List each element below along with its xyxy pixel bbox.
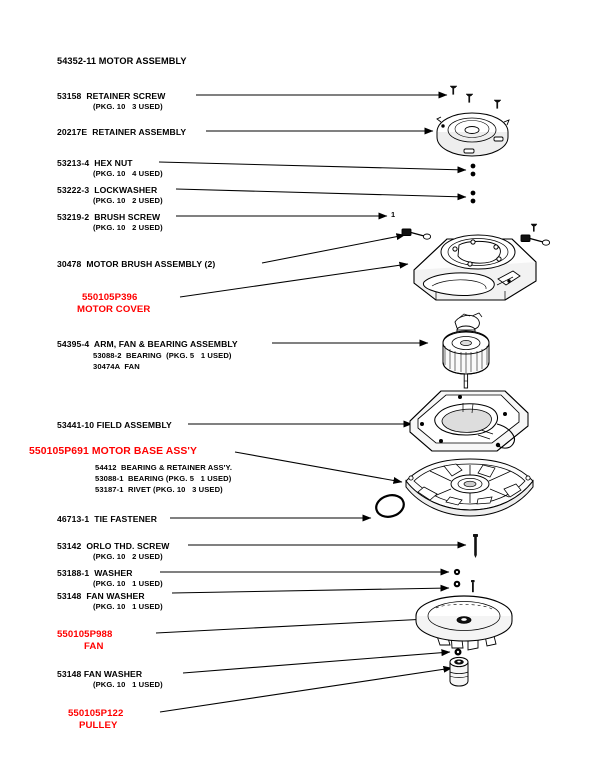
- part-label-pulley-number: 550105P122: [68, 708, 124, 719]
- part-sub-base-rivet: 53187-1 RIVET (PKG. 10 3 USED): [95, 485, 223, 494]
- part-label-motor-base: 550105P691 MOTOR BASE ASS'Y: [29, 446, 198, 457]
- part-sub-arm-bearing: 53088-2 BEARING (PKG. 5 1 USED): [93, 351, 232, 360]
- field-coil-assembly-icon: [410, 391, 528, 451]
- part-label-tie-fastener: 46713-1 TIE FASTENER: [57, 514, 158, 524]
- leader-pulley: [160, 668, 452, 712]
- part-qty-hex-nut: (PKG. 10 4 USED): [93, 169, 163, 178]
- fan-washer-icon: [454, 580, 475, 592]
- part-label-brush-screw: 53219-2 BRUSH SCREW: [57, 212, 161, 222]
- fan-washer-lower-icon: [455, 649, 462, 656]
- part-label-orlo-screw: 53142 ORLO THD. SCREW: [57, 541, 170, 551]
- part-label-retainer-screw: 53158 RETAINER SCREW: [57, 91, 166, 101]
- part-label-motor-brush-assembly: 30478 MOTOR BRUSH ASSEMBLY (2): [57, 259, 216, 269]
- part-label-fan-washer-lower: 53148 FAN WASHER: [57, 669, 143, 679]
- part-qty-fan-washer-upper: (PKG. 10 1 USED): [93, 602, 163, 611]
- three-retainer-screws-icon: [450, 86, 501, 109]
- part-qty-orlo-screw: (PKG. 10 2 USED): [93, 552, 163, 561]
- part-label-fan-washer-upper: 53148 FAN WASHER: [57, 591, 145, 601]
- orlo-thread-screw-icon: [473, 534, 478, 558]
- leader-lockwasher: [176, 189, 466, 197]
- callout-marker-brush-screw: 1: [391, 210, 396, 219]
- part-sub-base-bearing-retainer: 54412 BEARING & RETAINER ASS'Y.: [95, 463, 233, 472]
- part-qty-retainer-screw: (PKG. 10 3 USED): [93, 102, 163, 111]
- part-label-retainer-assembly: 20217E RETAINER ASSEMBLY: [57, 127, 187, 137]
- pulley-cylinder-icon: [450, 657, 468, 686]
- part-label-lockwasher: 53222-3 LOCKWASHER: [57, 185, 158, 195]
- part-qty-washer: (PKG. 10 1 USED): [93, 579, 163, 588]
- part-sub-arm-fan: 30474A FAN: [93, 362, 140, 371]
- part-label-field-assembly: 53441-10 FIELD ASSEMBLY: [57, 420, 172, 430]
- leader-motor-base: [235, 452, 402, 482]
- part-label-hex-nut: 53213-4 HEX NUT: [57, 158, 133, 168]
- retainer-assembly-disc-icon: [437, 113, 509, 156]
- part-qty-fan-washer-lower: (PKG. 10 1 USED): [93, 680, 163, 689]
- part-label-motor-cover-name: MOTOR COVER: [77, 304, 151, 315]
- armature-fan-bearing-icon: [443, 313, 489, 388]
- hex-nut-pair-icon: [471, 164, 476, 177]
- leader-fan: [156, 618, 447, 633]
- leader-hex-nut: [159, 162, 466, 170]
- part-label-pulley-name: PULLEY: [79, 720, 118, 731]
- page-title: 54352-11 MOTOR ASSEMBLY: [57, 56, 187, 66]
- flat-washer-icon: [454, 569, 460, 575]
- bladed-fan-disc-icon: [416, 596, 512, 650]
- part-sub-base-bearing: 53088-1 BEARING (PKG. 5 1 USED): [95, 474, 232, 483]
- motor-cover-housing-icon: [414, 235, 536, 300]
- part-label-arm-fan-bearing: 54395-4 ARM, FAN & BEARING ASSEMBLY: [57, 339, 238, 349]
- part-qty-brush-screw: (PKG. 10 2 USED): [93, 223, 163, 232]
- leader-fan-washer-lower: [183, 652, 450, 673]
- part-label-fan-number: 550105P988: [57, 629, 113, 640]
- motor-base-casting-icon: [406, 459, 533, 516]
- part-label-motor-cover-number: 550105P396: [82, 292, 138, 303]
- part-label-fan-name: FAN: [84, 641, 104, 652]
- lockwasher-pair-icon: [471, 191, 476, 204]
- leader-motor-brush: [262, 235, 405, 263]
- leader-fan-washer-upper: [172, 588, 449, 593]
- part-label-washer: 53188-1 WASHER: [57, 568, 133, 578]
- part-qty-lockwasher: (PKG. 10 2 USED): [93, 196, 163, 205]
- tie-fastener-loop-icon: [374, 492, 407, 520]
